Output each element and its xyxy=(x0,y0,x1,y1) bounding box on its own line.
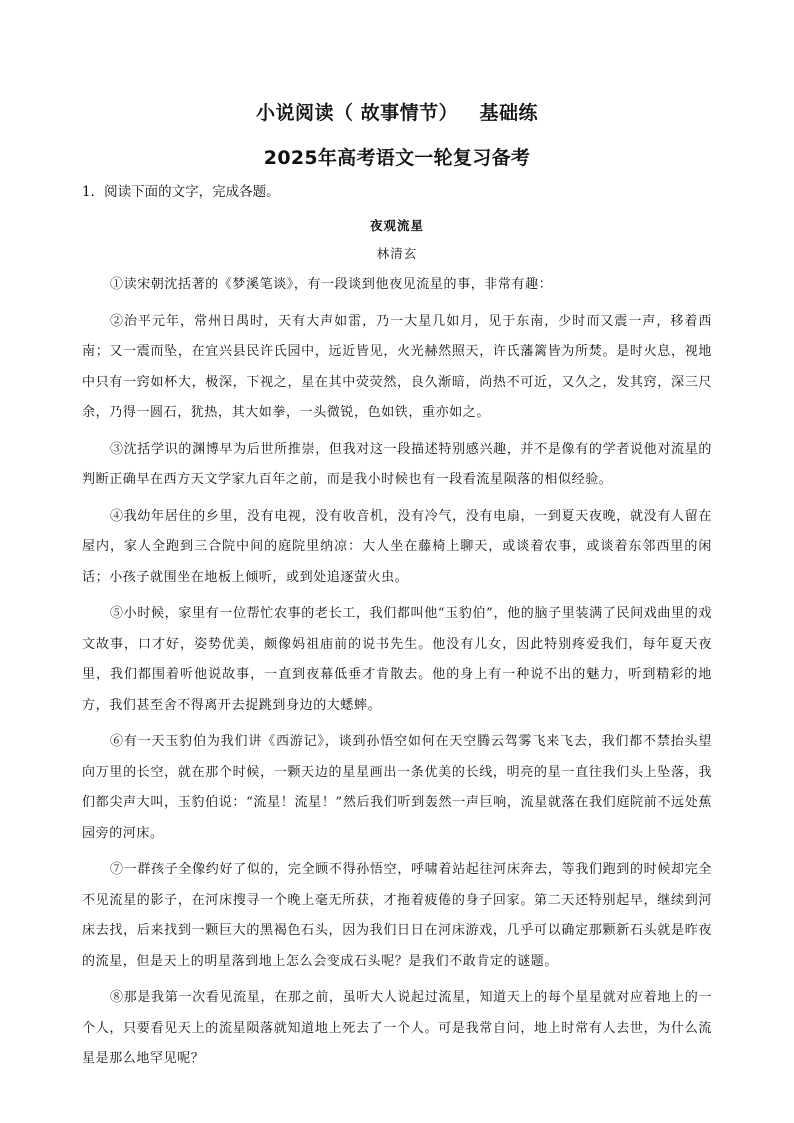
article-author: 林清玄 xyxy=(376,246,418,261)
paragraph-6: ⑥有一天玉豹伯为我们讲《西游记》，谈到孙悟空如何在天空腾云驾雾飞来飞去，我们都不禁抬头望向万里的长空，就在那个时候，一颗天边的星星画出一条优美的长线，明亮的星一直往我们头上坠落，我们都尖声大叫，玉豹伯说：“流星！流星！”然后我们听到轰然一声巨响，流星就落在我们庭院前不远处蕉园旁的河床。 xyxy=(82,734,712,841)
paragraph-3: ③沈括学识的渊博早为后世所推崇，但我对这一段描述特别感兴趣，并不是像有的学者说他对流星的判断正确早在西方天文学家九百年之前，而是我小时候也有一段看流星陨落的相似经验。 xyxy=(82,441,712,487)
article-body xyxy=(82,270,712,1081)
paragraph-1: ①读宋朝沈括著的《梦溪笔谈》，有一段谈到他夜见流星的事，非常有趣： xyxy=(110,277,553,292)
document-subtitle: 2025年高考语文一轮复习备考 xyxy=(263,147,531,169)
paragraph-7: ⑦一群孩子全像约好了似的，完全顾不得孙悟空，呼啸着站起往河床奔去，等我们跑到的时候却完全不见流星的影子，在河床搜寻一个晚上毫无所获，才拖着疲倦的身子回家。第二天还特别起早，继续到河床去找，后来找到一颗巨大的黑褐色石头，因为我们日日在河床游戏，几乎可以确定那颗新石头就是昨夜的流星，但是天上的明星落到地上怎么会变成石头呢？是我们不敢肯定的谜题。 xyxy=(82,862,712,969)
article-title: 夜观流星 xyxy=(369,218,424,233)
paragraph-8: ⑧那是我第一次看见流星，在那之前，虽听大人说起过流星，知道天上的每个星星就对应着地上的一个人，只要看见天上的流星陨落就知道地上死去了一个人。可是我常自问，地上时常有人去世，为什么流星是那么地罕见呢？ xyxy=(82,990,712,1066)
paragraph-2: ②治平元年，常州日禺时，天有大声如雷，乃一大星几如月，见于东南，少时而又震一声，移着西南；又一震而坠，在宜兴县民许氏园中，远近皆见，火光赫然照天，许氏藩篱皆为所焚。是时火息，视地中只有一窍如杯大，极深，下视之，星在其中荧荧然，良久渐暗，尚热不可近，又久之，发其窍，深三尺余，乃得一圆石，犹热，其大如拳，一头微锐，色如铁，重亦如之。 xyxy=(82,313,712,420)
question-prompt: 1．阅读下面的文字，完成各题。 xyxy=(82,184,280,200)
document-title: 小说阅读（ 故事情节） 基础练 xyxy=(256,102,538,124)
paragraph-5: ⑤小时候，家里有一位帮忙农事的老长工，我们都叫他“玉豹伯”，他的脑子里装满了民间戏曲里的戏文故事，口才好，姿势优美，颇像妈祖庙前的说书先生。他没有儿女，因此特别疼爱我们，每年夏天夜里，我们都围着听他说故事，一直到夜幕低垂才肯散去。他的身上有一种说不出的魅力，听到精彩的地方，我们甚至舍不得离开去捉跳到身边的大蟋蟀。 xyxy=(82,606,712,713)
paragraph-4: ④我幼年居住的乡里，没有电视，没有收音机，没有冷气，没有电扇，一到夏天夜晚，就没有人留在屋内，家人全跑到三合院中间的庭院里纳凉：大人坐在藤椅上聊天，或谈着农事，或谈着东邻西里的闲话；小孩子就围坐在地板上倾听，或到处追逐萤火虫。 xyxy=(82,508,712,585)
